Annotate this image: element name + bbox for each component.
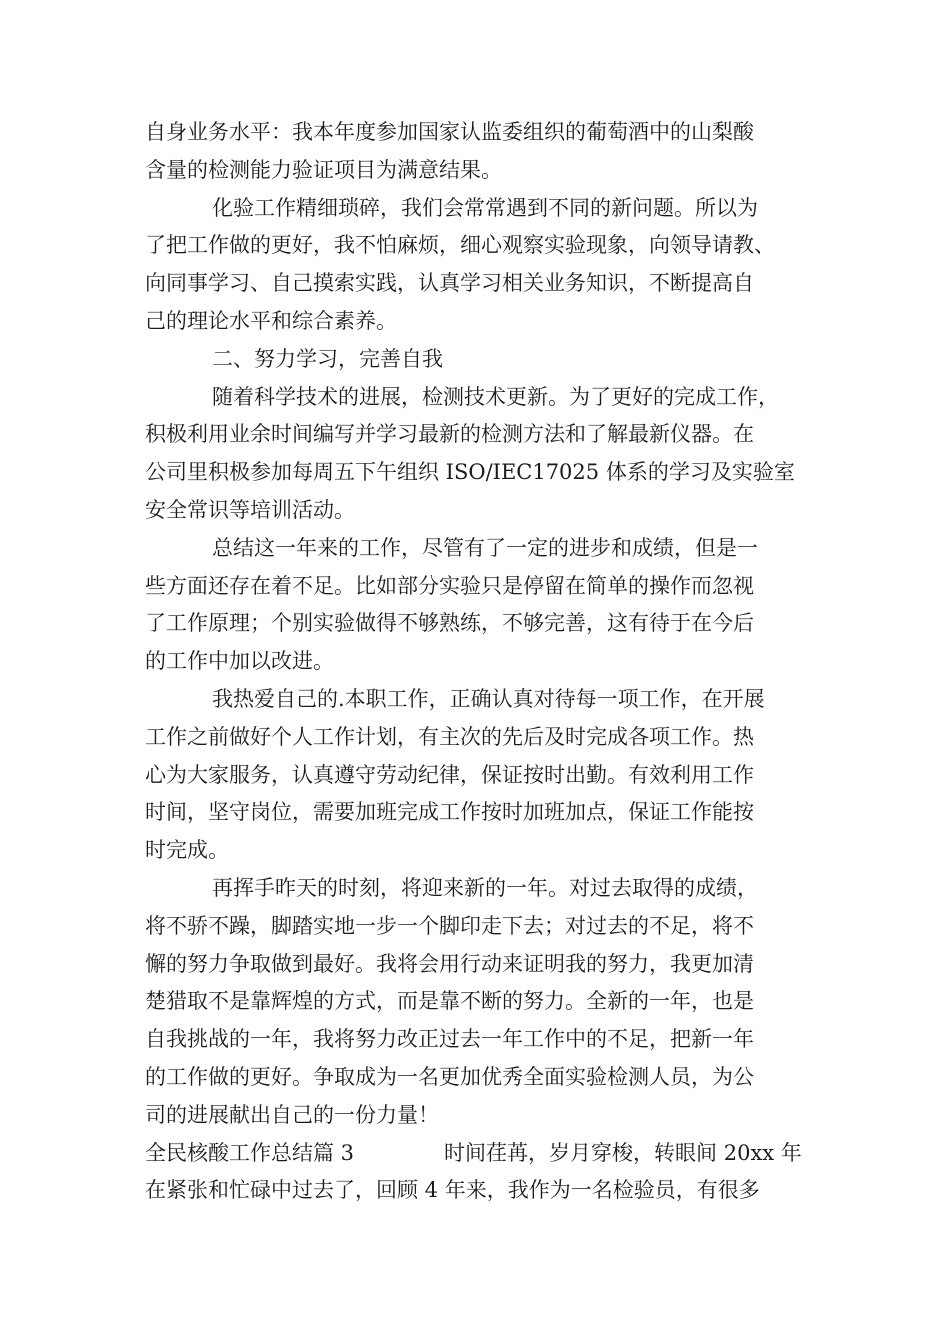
text-line: 随着科学技术的进展，检测技术更新。为了更好的完成工作， (212, 384, 779, 409)
text-line: 楚猎取不是靠辉煌的方式，而是靠不断的努力。全新的一年，也是 (145, 989, 754, 1014)
text-line: 的工作做的更好。争取成为一名更加优秀全面实验检测人员，为公 (145, 1064, 754, 1089)
text-line: 向同事学习、自己摸索实践，认真学习相关业务知识，不断提高自 (145, 271, 754, 296)
text-line: 些方面还存在着不足。比如部分实验只是停留在简单的操作而忽视 (145, 573, 754, 598)
text-line: 二、努力学习，完善自我 (212, 346, 443, 371)
text-line: 司的进展献出自己的一份力量！ (145, 1102, 439, 1127)
paragraph-lines (145, 114, 815, 1135)
text-line: 我热爱自己的.本职工作，正确认真对待每一项工作，在开展 (212, 686, 765, 711)
text-line: 了把工作做的更好，我不怕麻烦，细心观察实验现象，向领导请教、 (145, 233, 775, 258)
text-line: 时完成。 (145, 838, 229, 863)
text-line: 化验工作精细琐碎，我们会常常遇到不同的新问题。所以为 (212, 195, 758, 220)
document-body (145, 114, 815, 1210)
text-line: 安全常识等培训活动。 (145, 497, 355, 522)
text-line: 的工作中加以改进。 (145, 649, 334, 674)
text-line: 自我挑战的一年，我将努力改正过去一年工作中的不足，把新一年 (145, 1027, 754, 1052)
text-line: 了工作原理；个别实验做得不够熟练，不够完善，这有待于在今后 (145, 611, 754, 636)
text-line: 含量的检测能力验证项目为满意结果。 (145, 157, 502, 182)
text-line: 工作之前做好个人工作计划，有主次的先后及时完成各项工作。热 (145, 724, 754, 749)
section-text-line: 在紧张和忙碌中过去了，回顾 4 年来，我作为一名检验员，有很多 (145, 1178, 760, 1203)
text-line: 公司里积极参加每周五下午组织 ISO/IEC17025 体系的学习及实验室 (145, 460, 795, 485)
section-heading: 全民核酸工作总结篇 3 (145, 1140, 355, 1165)
text-line: 时间，坚守岗位，需要加班完成工作按时加班加点，保证工作能按 (145, 800, 754, 825)
text-line: 自身业务水平：我本年度参加国家认监委组织的葡萄酒中的山梨酸 (145, 120, 754, 144)
text-line: 心为大家服务，认真遵守劳动纪律，保证按时出勤。有效利用工作 (145, 762, 754, 787)
text-line: 己的理论水平和综合素养。 (145, 308, 397, 333)
section-first-text: 时间荏苒，岁月穿梭，转眼间 20xx 年 (444, 1140, 802, 1165)
text-line: 再挥手昨天的时刻，将迎来新的一年。对过去取得的成绩， (212, 875, 758, 900)
section-heading-line (145, 1135, 815, 1173)
text-line: 积极利用业余时间编写并学习最新的检测方法和了解最新仪器。在 (145, 422, 754, 447)
text-line: 总结这一年来的工作，尽管有了一定的进步和成绩，但是一 (212, 535, 758, 560)
text-line: 将不骄不躁，脚踏实地一步一个脚印走下去；对过去的不足，将不 (145, 913, 754, 938)
text-line: 懈的努力争取做到最好。我将会用行动来证明我的努力，我更加清 (145, 951, 754, 976)
